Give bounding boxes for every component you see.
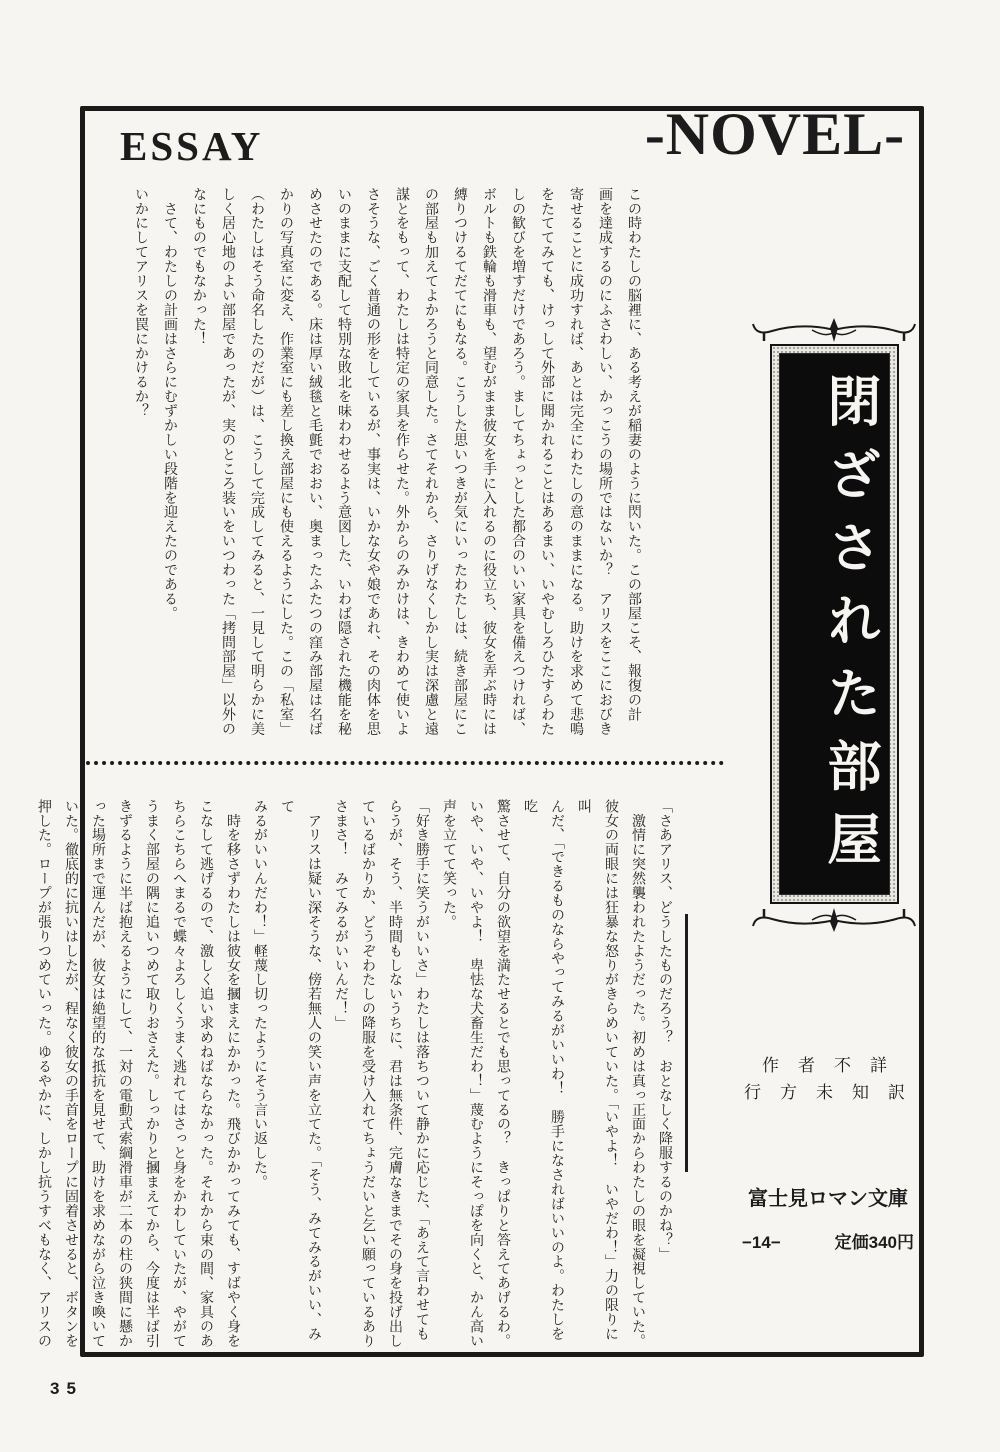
- text-column: 画を達成するのにふさわしい、かっこうの場所ではないか？ アリスをここにおびき: [597, 187, 612, 737]
- text-column: 彼女の両眼には狂暴な怒りがきらめいていた。「いやよ！ いやだわ！」力の限りに叫: [576, 799, 618, 1342]
- author-credit: 作 者 不 詳: [762, 1056, 888, 1075]
- text-column: みるがいいんだわ！」軽蔑し切ったようにそう言い返した。: [252, 799, 267, 1190]
- credits-block: [742, 1052, 908, 1106]
- text-column: しく居心地のよい部屋であったが、実のところ装いをいつわった「拷問部屋」以外の: [220, 187, 235, 737]
- text-column: ているばかりか、どうぞわたしの降服を受け入れてちょうだいと乞い願っているあり: [360, 799, 375, 1349]
- text-column: なにものでもなかった！: [191, 187, 206, 346]
- text-column: いた。徹底的に抗いはしたが、程なく彼女の手首をロープに固着させると、ボタンを: [63, 799, 78, 1349]
- novel-title-plaque: [770, 344, 899, 904]
- text-column: アリスは疑い深そうな、傍若無人の笑い声を立てた。「そう、みてみるがいい、みて: [279, 799, 321, 1342]
- text-column: しの歓びを増すだけであろう。ましてちょっとした都合のいい家具を備えつければ、: [510, 187, 525, 737]
- text-column: 驚させて、自分の欲望を満たせるとでも思ってるの？ きっぱりと答えてあげるわ。: [495, 799, 510, 1349]
- text-column: ちらこちらへまるで蝶々よろしくうまく逃れてはさっと身をかわしていたが、やがて: [171, 799, 186, 1349]
- publisher-imprint: 富士見ロマン文庫: [748, 1188, 908, 1210]
- text-column: ボルトも鉄輪も滑車も、望むがまま彼女を手に入れるのに役立ち、彼女を弄ぶ時には: [481, 187, 496, 737]
- text-column: 謀とをもって、わたしは特定の家具を作らせた。外からのみかけは、きわめて使いよ: [394, 187, 409, 737]
- page-number: 35: [50, 1379, 83, 1398]
- text-column: んだ、「できるものならやってみるがいいわ！ 勝手になさればいいのよ。わたしを吃: [522, 799, 564, 1342]
- translator-credit: 行 方 未 知 訳: [744, 1083, 906, 1102]
- issue-number: −14−: [742, 1233, 781, 1252]
- text-column: 押した。ロープが張りつめていった。ゆるやかに、しかし抗うすべもなく、アリスの: [36, 799, 51, 1349]
- novel-section-label: -NOVEL-: [644, 101, 906, 167]
- essay-section-label: ESSAY: [120, 123, 264, 169]
- text-column: いのままに支配して特別な敗北を味わわせるよう意図した、いわば隠された機能を秘: [336, 187, 351, 737]
- text-column: かりの写真室に変え、作業室にも差し換え部屋にも使えるようにした。この「私室」: [278, 187, 293, 737]
- text-column: うまく部屋の隅に追いつめて取りおさえた。しっかりと摑まえてから、今度は半ば引: [144, 799, 159, 1349]
- text-column: 寄せることに成功すれば、あとは完全にわたしの意のままになる。助けを求めて悲鳴: [568, 187, 583, 737]
- text-column: 縛りつけるてだてにもなる。こうした思いつきが気にいったわたしは、続き部屋にこ: [452, 187, 467, 737]
- flourish-ornament-icon: [750, 904, 918, 934]
- text-column: 「さあアリス、どうしたものだろう？ おとなしく降服するのかね？」: [657, 799, 672, 1262]
- price-label: 定価340円: [834, 1233, 914, 1252]
- text-column: 時を移さずわたしは彼女を摑まえにかかった。飛びかかってみても、すばやく身を: [225, 799, 240, 1349]
- novel-text-block-lower: [36, 799, 678, 1349]
- dotted-divider: [86, 761, 724, 765]
- text-column: 「好き勝手に笑うがいいさ」わたしは落ちついて静かに応じた、「あえて言わせても: [414, 799, 429, 1342]
- text-column: った場所まで運んだが、彼女は絶望的な抵抗を見せて、助けを求めながら泣き喚いて: [90, 799, 105, 1349]
- text-column: いや、いや、いやよ！ 卑怯な犬畜生だわ！」蔑むようにそっぽを向くと、かん高い: [468, 799, 483, 1349]
- text-column: この時わたしの脳裡に、ある考えが稲妻のように閃いた。この部屋こそ、報復の計: [626, 187, 641, 722]
- text-column: らうが、そう、半時間もしないうちに、君は無条件、完膚なきまでその身を投げ出し: [387, 799, 402, 1349]
- vertical-divider-rule: [685, 914, 688, 1172]
- text-column: をたててみても、けっして外部に聞かれることはあるまい、いやむしろひたすらわた: [539, 187, 554, 737]
- text-column: （わたしはそう命名したのだが）は、こうして完成してみると、一見して明らかに美: [249, 187, 264, 737]
- text-column: いかにしてアリスを罠にかけるか？: [133, 187, 148, 419]
- issue-price-line: [742, 1228, 914, 1253]
- text-column: さまさ！ みてみるがいいんだ！」: [333, 799, 348, 1031]
- text-column: の部屋も加えてよかろうと同意した。さてそれから、さりげなくしかし実は深慮と遠: [423, 187, 438, 737]
- novel-title-vertical: 閉ざされた部屋: [779, 353, 890, 895]
- text-column: 声を立てて笑った。: [441, 799, 456, 930]
- text-column: 激情に突然襲われたようだった。初めは真っ正面からわたしの眼を凝視していた。: [630, 799, 645, 1349]
- novel-text-block-upper: [116, 187, 648, 751]
- text-column: きずるように半ば抱えるようにして、一対の電動式索綱滑車が二本の柱の狭間に懸か: [117, 799, 132, 1349]
- text-column: さそうな、ごく普通の形をしているが、事実は、いかな女や娘であれ、その肉体を思: [365, 187, 380, 737]
- text-column: こなして逃げるので、激しく追い求めねばならなかった。それから束の間、家具のあ: [198, 799, 213, 1349]
- text-column: めさせたのである。床は厚い絨毯と毛氈でおおい、奥まったふたつの窪み部屋は名ば: [307, 187, 322, 737]
- flourish-ornament-icon: [750, 316, 918, 346]
- text-column: さて、わたしの計画はさらにむずかしい段階を迎えたのである。: [162, 187, 177, 621]
